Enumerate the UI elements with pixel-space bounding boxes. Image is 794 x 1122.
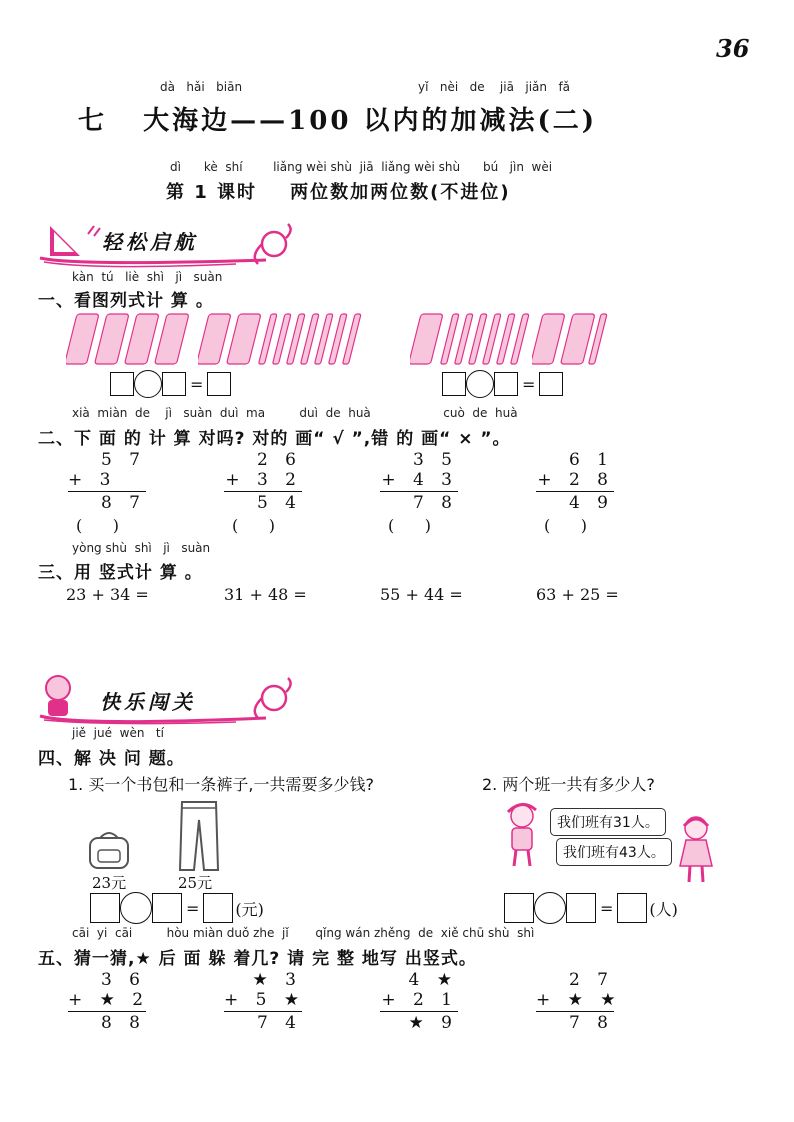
answer-box[interactable] — [207, 372, 231, 396]
q5-problem-3 — [380, 970, 458, 1033]
answer-box[interactable] — [539, 372, 563, 396]
q2-problem-1 — [68, 450, 146, 513]
q2-problem-2 — [224, 450, 302, 513]
q2-problem-4 — [536, 450, 614, 513]
sticks-bundles-right-a — [410, 310, 540, 368]
q5-heading: 五、猜一猜,★ 后 面 躲 着几? 请 完 整 地写 出竖式。 — [38, 949, 477, 969]
operator-circle[interactable] — [466, 370, 494, 398]
girl-icon — [674, 812, 720, 886]
answer-box[interactable] — [617, 893, 647, 923]
vertical-rule — [224, 491, 302, 492]
answer-box[interactable] — [566, 893, 596, 923]
q1-equation-right — [442, 370, 563, 398]
lesson-title: 第 1 课时 两位数加两位数(不进位) — [166, 182, 511, 203]
q2-answer-paren-4[interactable]: ( ) — [544, 516, 587, 535]
speech-bubble-class2: 我们班有43人。 — [556, 838, 672, 866]
vertical-rule — [536, 1011, 614, 1012]
vertical-top: 5 7 — [100, 450, 146, 470]
title-pinyin-right: yǐ nèi de jiā jiǎn fǎ — [418, 80, 571, 94]
boy-icon — [500, 800, 546, 870]
vertical-top: 3 6 — [100, 970, 146, 990]
schoolbag-icon — [86, 828, 132, 872]
speech-bubble-class1: 我们班有31人。 — [550, 808, 666, 836]
rooster-icon — [255, 678, 291, 718]
banner-happy-levels — [36, 670, 296, 726]
banner-easy-start — [36, 218, 296, 270]
rooster-icon — [255, 224, 291, 264]
vertical-rule — [536, 491, 614, 492]
vertical-result: 7 8 — [412, 493, 458, 513]
equals-sign: = — [522, 374, 536, 394]
q5-pinyin: cāi yi cāi hòu miàn duǒ zhe jǐ qǐng wán zhěng de xiě chū shù shì — [72, 926, 535, 940]
vertical-result: 8 8 — [100, 1013, 146, 1033]
q3-item-4: 63 + 25 = — [536, 585, 619, 604]
page-title: 七 大海边——100 以内的加减法(二) — [78, 106, 598, 136]
q2-heading: 二、下 面 的 计 算 对吗? 对的 画“ √ ”,错 的 画“ × ”。 — [38, 429, 511, 449]
q3-item-1: 23 + 34 = — [66, 585, 149, 604]
unit-yuan: (元) — [235, 899, 264, 919]
equals-sign: = — [190, 374, 204, 394]
q4-equation-right — [504, 892, 682, 924]
vertical-result: 7 8 — [568, 1013, 614, 1033]
operator-circle[interactable] — [120, 892, 152, 924]
q4-sub2: 2. 两个班一共有多少人? — [482, 775, 655, 794]
vertical-result: 8 7 — [100, 493, 146, 513]
vertical-result: 7 4 — [256, 1013, 302, 1033]
vertical-mid: + 2 1 — [381, 990, 458, 1010]
answer-box[interactable] — [152, 893, 182, 923]
vertical-mid: + ★ 2 — [68, 990, 150, 1010]
q2-problem-3 — [380, 450, 458, 513]
q3-item-3: 55 + 44 = — [380, 585, 463, 604]
sticks-bundles-right-b — [532, 310, 622, 368]
answer-box[interactable] — [162, 372, 186, 396]
answer-box[interactable] — [494, 372, 518, 396]
vertical-rule — [68, 491, 146, 492]
vertical-top: 2 7 — [568, 970, 614, 990]
unit-people: (人) — [649, 899, 678, 919]
banner-easy-start-label: 轻松启航 — [102, 230, 198, 254]
vertical-mid: + 5 ★ — [224, 990, 306, 1010]
vertical-top: 2 6 — [256, 450, 302, 470]
q3-pinyin: yòng shù shì jì suàn — [72, 541, 211, 555]
vertical-rule — [224, 1011, 302, 1012]
vertical-mid: + 3 — [68, 470, 117, 490]
q1-heading: 一、看图列式计 算 。 — [38, 291, 214, 311]
q5-problem-4 — [536, 970, 622, 1033]
sticks-bundles-left — [66, 310, 196, 368]
equals-sign: = — [600, 898, 614, 918]
sticks-bundles-mid — [198, 310, 388, 368]
answer-box[interactable] — [90, 893, 120, 923]
q1-pinyin: kàn tú liè shì jì suàn — [72, 270, 223, 284]
pants-price: 25元 — [178, 874, 213, 892]
lesson-pinyin: dì kè shí liǎng wèi shù jiā liǎng wèi shù bú jìn wèi — [170, 160, 553, 174]
operator-circle[interactable] — [534, 892, 566, 924]
vertical-rule — [380, 491, 458, 492]
q2-pinyin: xià miàn de jì suàn duì ma duì de huà cuò de huà — [72, 406, 518, 420]
vertical-result: 5 4 — [256, 493, 302, 513]
vertical-result: ★ 9 — [408, 1013, 458, 1033]
answer-box[interactable] — [110, 372, 134, 396]
title-pinyin-left: dà hǎi biān — [160, 80, 243, 94]
q5-problem-1 — [68, 970, 150, 1033]
q2-answer-paren-3[interactable]: ( ) — [388, 516, 431, 535]
vertical-mid: + ★ ★ — [536, 990, 622, 1010]
vertical-top: 3 5 — [412, 450, 458, 470]
bag-price: 23元 — [92, 874, 127, 892]
vertical-rule — [68, 1011, 146, 1012]
q4-heading: 四、解 决 问 题。 — [38, 749, 185, 769]
equals-sign: = — [186, 898, 200, 918]
answer-box[interactable] — [442, 372, 466, 396]
q2-answer-paren-1[interactable]: ( ) — [76, 516, 119, 535]
q1-equation-left — [110, 370, 231, 398]
vertical-mid: + 4 3 — [381, 470, 458, 490]
operator-circle[interactable] — [134, 370, 162, 398]
vertical-result: 4 9 — [568, 493, 614, 513]
q4-equation-left — [90, 892, 268, 924]
answer-box[interactable] — [203, 893, 233, 923]
q3-item-2: 31 + 48 = — [224, 585, 307, 604]
answer-box[interactable] — [504, 893, 534, 923]
q4-pinyin: jiě jué wèn tí — [72, 726, 164, 740]
vertical-top: 4 ★ — [408, 970, 458, 990]
q5-problem-2 — [224, 970, 306, 1033]
q2-answer-paren-2[interactable]: ( ) — [232, 516, 275, 535]
page-number: 36 — [716, 34, 750, 63]
pants-icon — [176, 798, 222, 874]
q3-heading: 三、用 竖式计 算 。 — [38, 563, 203, 583]
vertical-rule — [380, 1011, 458, 1012]
vertical-mid: + 2 8 — [537, 470, 614, 490]
vertical-top: ★ 3 — [252, 970, 302, 990]
vertical-mid: + 3 2 — [225, 470, 302, 490]
q4-sub1: 1. 买一个书包和一条裤子,一共需要多少钱? — [68, 775, 374, 794]
vertical-top: 6 1 — [568, 450, 614, 470]
banner-happy-levels-label: 快乐闯关 — [100, 690, 196, 714]
